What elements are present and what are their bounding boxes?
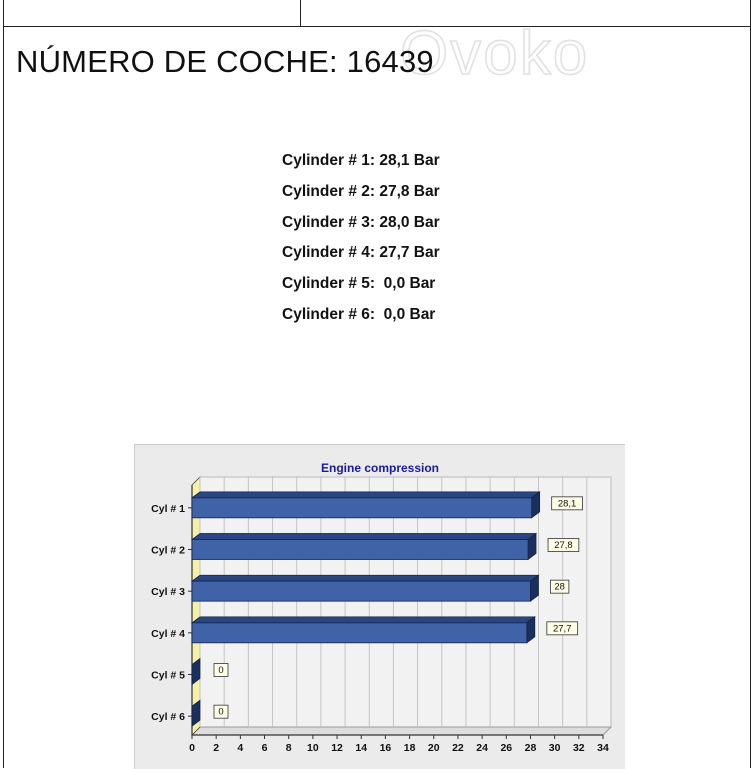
plot-floor — [192, 727, 611, 735]
bar-top-3 — [192, 575, 538, 581]
x-tick-label-5: 10 — [307, 742, 319, 754]
bar-cyl-2 — [192, 540, 528, 560]
car-number-title: NÚMERO DE COCHE: 16439 — [16, 44, 434, 79]
y-tick-label-6: Cyl # 6 — [151, 711, 185, 724]
cylinder-readings — [282, 152, 440, 337]
data-label-5: 0 — [218, 665, 224, 676]
bar-cyl-4 — [192, 623, 527, 643]
cylinder-reading-5: Cylinder # 5: 0,0 Bar — [282, 275, 436, 293]
data-label-6: 0 — [218, 706, 224, 718]
x-tick-label-13: 26 — [500, 742, 513, 754]
y-tick-label-4: Cyl # 4 — [151, 627, 185, 640]
x-tick-label-3: 6 — [261, 742, 268, 754]
data-label-1: 28,1 — [557, 498, 577, 510]
x-tick-label-9: 18 — [403, 742, 416, 754]
cylinder-reading-1: Cylinder # 1: 28,1 Bar — [282, 152, 440, 169]
header-rule — [3, 26, 751, 27]
x-tick-label-12: 24 — [476, 742, 488, 754]
x-tick-label-17: 34 — [597, 742, 609, 754]
header-cell-divider — [300, 0, 301, 26]
x-tick-label-4: 8 — [285, 742, 292, 754]
cylinder-reading-2: Cylinder # 2: 27,8 Bar — [282, 182, 440, 200]
watermark-logo: Ovoko — [400, 19, 590, 88]
y-tick-label-2: Cyl # 2 — [151, 544, 185, 557]
x-tick-label-14: 28 — [524, 742, 537, 754]
y-tick-label-3: Cyl # 3 — [151, 586, 185, 599]
x-tick-label-15: 30 — [548, 742, 561, 754]
data-label-2: 27,8 — [554, 540, 573, 551]
x-tick-label-0: 0 — [189, 742, 195, 754]
cylinder-reading-6: Cylinder # 6: 0,0 Bar — [282, 305, 436, 323]
data-label-4: 27,7 — [552, 623, 572, 635]
bar-cyl-3 — [192, 581, 530, 601]
x-tick-label-10: 20 — [427, 742, 440, 754]
y-tick-label-5: Cyl # 5 — [151, 669, 185, 682]
engine-compression-chart — [134, 444, 625, 769]
chart-title: Engine compression — [320, 461, 440, 475]
x-tick-label-6: 12 — [331, 742, 343, 754]
cylinder-reading-4: Cylinder # 4: 27,7 Bar — [282, 244, 440, 262]
chart-canvas — [135, 445, 625, 769]
x-tick-label-7: 14 — [355, 742, 368, 754]
bar-cyl-1 — [192, 498, 532, 518]
x-tick-label-1: 2 — [213, 742, 220, 754]
x-tick-label-16: 32 — [572, 742, 585, 754]
x-tick-label-2: 4 — [237, 742, 244, 754]
data-label-3: 28 — [554, 581, 565, 593]
cylinder-reading-3: Cylinder # 3: 28,0 Bar — [282, 213, 440, 231]
y-tick-label-1: Cyl # 1 — [151, 502, 185, 515]
x-tick-label-8: 16 — [379, 742, 392, 754]
bar-top-2 — [192, 534, 536, 540]
x-tick-label-11: 22 — [452, 742, 464, 754]
bar-top-4 — [192, 617, 535, 623]
bar-top-1 — [192, 492, 540, 498]
